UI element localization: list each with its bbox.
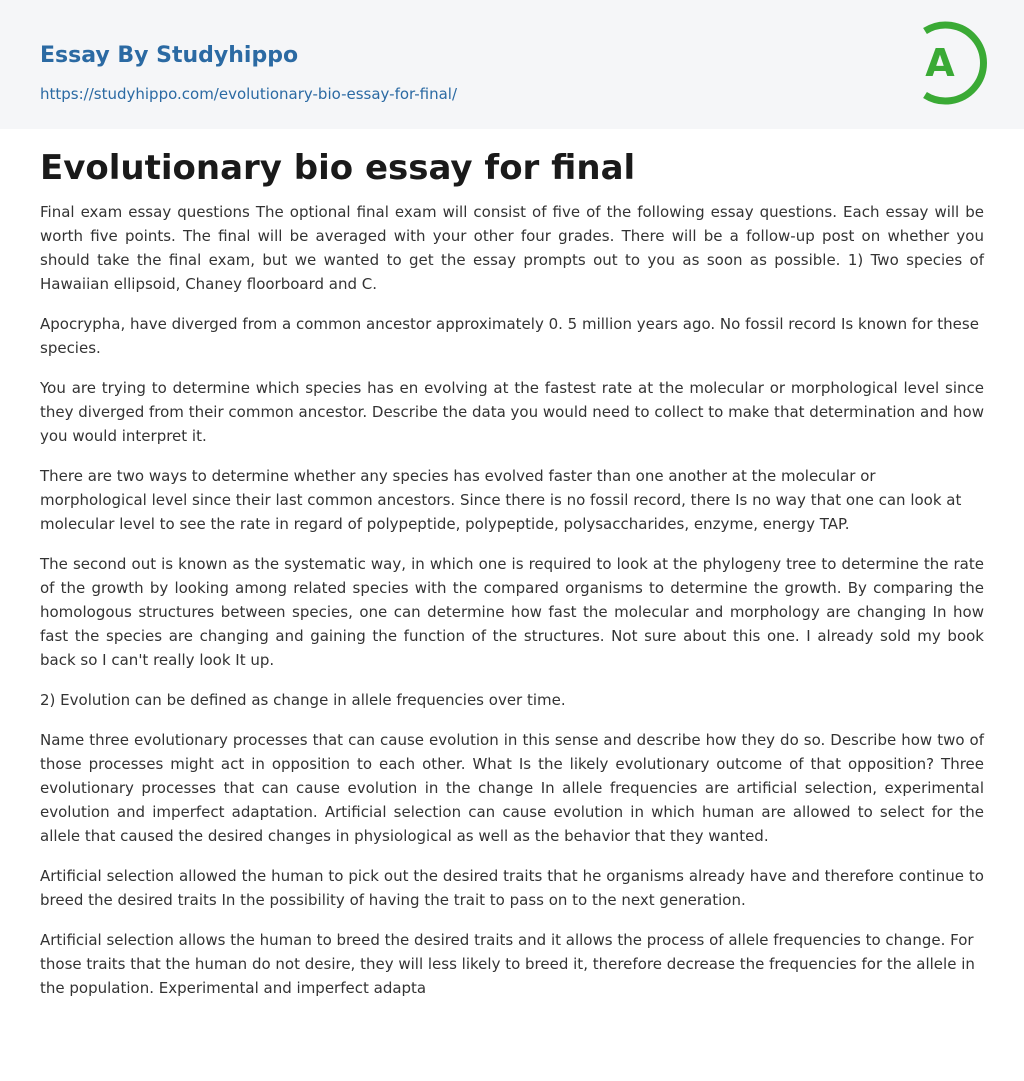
essay-paragraph: There are two ways to determine whether any species has evolved faster than one another at the molecular or morphological level since their last common ancestors. Since there is no fossil record, there Is no way that one can look at molecular level to see the rate in regard of polypeptide, polypeptide, polysaccharides, enzyme, energy TAP. [40, 467, 962, 533]
essay-paragraph: Artificial selection allows the human to breed the desired traits and it allows the process of allele frequencies to change. For those traits that the human do not desire, they will less likely to breed it, therefore decrease the frequencies for the allele in the population. Experimental and imperfect adapta [40, 931, 975, 997]
essay-body [40, 200, 984, 1016]
studyhippo-logo-icon[interactable] [911, 19, 987, 107]
essay-paragraph: You are trying to determine which species has en evolving at the fastest rate at the molecular or morphological level since they diverged from their common ancestor. Describe the data you would need to collect to make that determination and how you would interpret it. [40, 379, 984, 445]
essay-paragraph: Final exam essay questions The optional final exam will consist of five of the following essay questions. Each essay will be worth five points. The final will be averaged with your other four grades. There will be a follow-up post on whether you should take the final exam, but we wanted to get the essay prompts out to you as soon as possible. 1) Two species of Hawaiian ellipsoid, Chaney floorboard and C. [40, 203, 984, 293]
brand-title[interactable]: Essay By Studyhippo [40, 43, 299, 68]
essay-paragraph: 2) Evolution can be defined as change in allele frequencies over time. [40, 691, 566, 709]
page-title: Evolutionary bio essay for final [40, 148, 636, 188]
logo-letter: A [925, 41, 955, 85]
essay-paragraph: Apocrypha, have diverged from a common ancestor approximately 0. 5 million years ago. No fossil record Is known for these species. [40, 315, 979, 357]
essay-paragraph: Artificial selection allowed the human to pick out the desired traits that he organisms already have and therefore continue to breed the desired traits In the possibility of having the trait to pass on to the next generation. [40, 867, 984, 909]
source-url-link[interactable]: https://studyhippo.com/evolutionary-bio-essay-for-final/ [40, 85, 458, 103]
essay-paragraph: The second out is known as the systematic way, in which one is required to look at the phylogeny tree to determine the rate of the growth by looking among related species with the compared organisms to determine the growth. By comparing the homologous structures between species, one can determine how fast the molecular and morphology are changing In how fast the species are changing and gaining the function of the structures. Not sure about this one. I already sold my book back so I can't really look It up. [40, 555, 984, 669]
essay-paragraph: Name three evolutionary processes that can cause evolution in this sense and describe how they do so. Describe how two of those processes might act in opposition to each other. What Is the likely evolutionary outcome of that opposition? Three evolutionary processes that can cause evolution in the change In allele frequencies are artificial selection, experimental evolution and imperfect adaptation. Artificial selection can cause evolution in which human are allowed to select for the allele that caused the desired changes in physiological as well as the behavior that they wanted. [40, 731, 984, 845]
